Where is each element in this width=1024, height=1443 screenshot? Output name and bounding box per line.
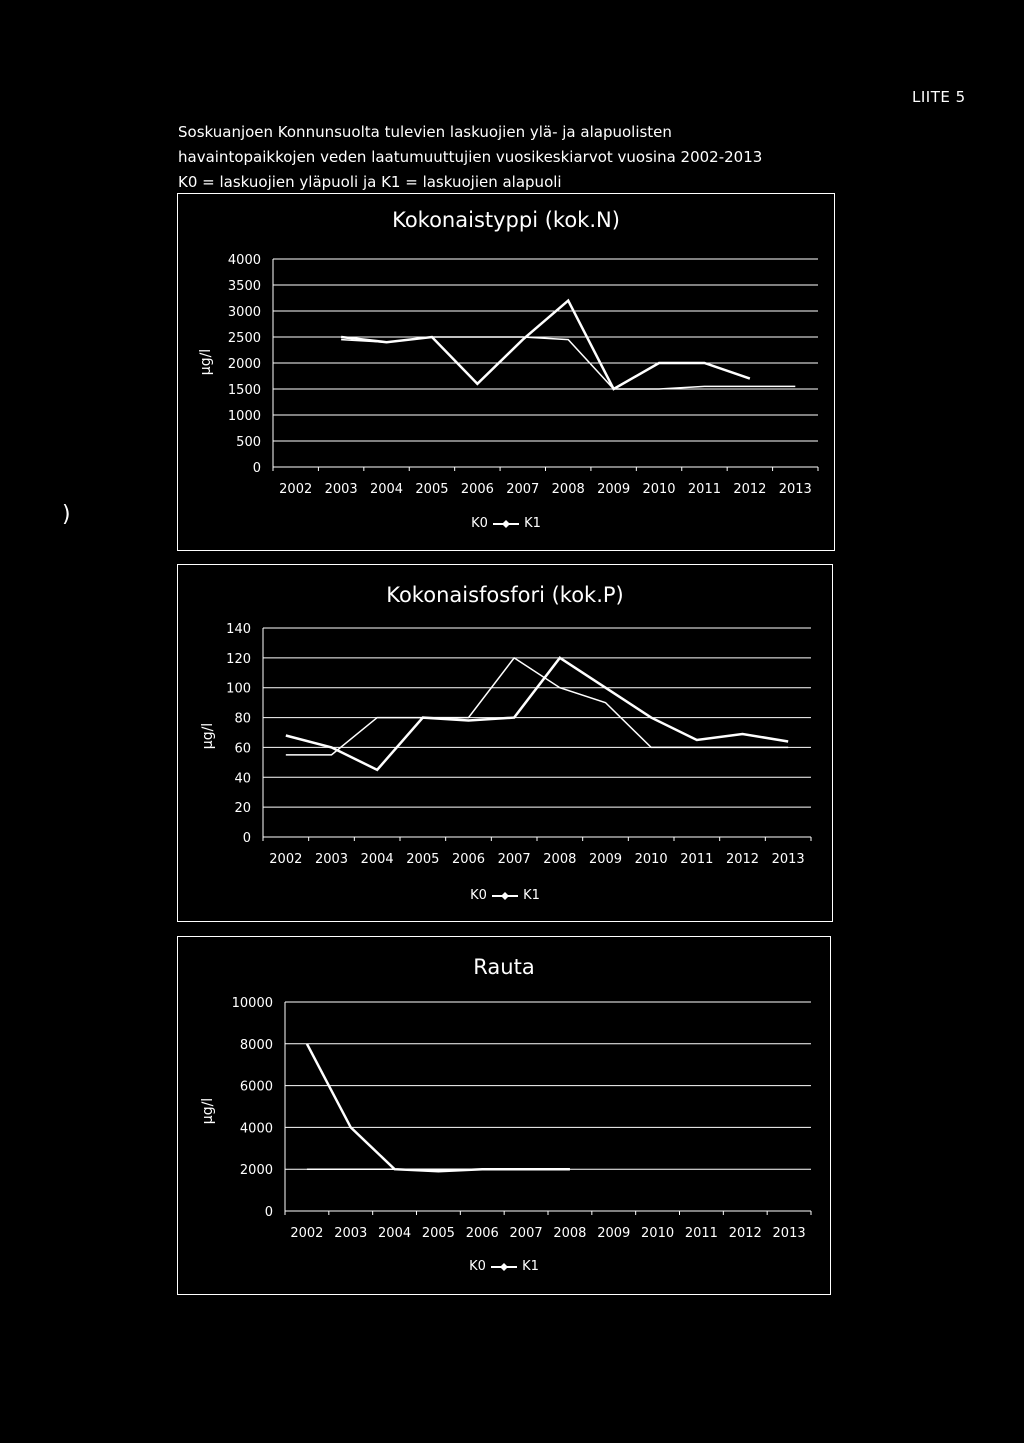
appendix-label: LIITE 5 — [912, 88, 966, 106]
series-line — [286, 658, 788, 755]
x-tick-label: 2013 — [772, 1226, 806, 1241]
y-tick-label: 3000 — [227, 305, 261, 320]
y-tick-label: 500 — [236, 435, 261, 450]
chart-iron — [178, 937, 830, 1294]
header-line-3: K0 = laskuojien yläpuoli ja K1 = laskuojien alapuoli — [178, 173, 562, 191]
x-tick-label: 2006 — [465, 1226, 499, 1241]
x-tick-label: 2010 — [641, 1226, 675, 1241]
legend-entry-k1: K1 — [522, 1259, 539, 1274]
y-tick-label: 120 — [226, 651, 251, 667]
series-k1 — [341, 301, 750, 389]
x-tick-label: 2013 — [778, 482, 812, 497]
y-tick-label: 0 — [264, 1205, 273, 1220]
legend — [178, 888, 832, 903]
y-tick-label: 60 — [234, 741, 251, 757]
x-tick-label: 2006 — [460, 482, 494, 497]
y-tick-label: 8000 — [239, 1037, 273, 1053]
y-tick-label: 2000 — [227, 357, 261, 372]
x-tick-label: 2004 — [369, 482, 404, 497]
x-tick-label: 2011 — [687, 482, 722, 497]
chart-title: Rauta — [473, 955, 535, 979]
x-tick-label: 2002 — [290, 1226, 324, 1241]
x-tick-label: 2003 — [314, 852, 349, 867]
y-axis-label: µg/l — [200, 1097, 216, 1125]
legend-entry-k1: K1 — [524, 516, 541, 531]
y-tick-label: 1000 — [227, 409, 261, 424]
x-tick-label: 2006 — [451, 852, 486, 867]
x-tick-label: 2012 — [733, 482, 767, 497]
x-tick-label: 2011 — [680, 852, 714, 867]
x-tick-label: 2007 — [506, 482, 540, 497]
chart-panel-nitrogen — [177, 193, 835, 551]
y-tick-label: 10000 — [231, 996, 273, 1011]
x-tick-label: 2004 — [378, 1226, 412, 1241]
legend — [178, 516, 834, 531]
y-tick-label: 4000 — [227, 253, 261, 268]
x-tick-label: 2004 — [360, 852, 394, 867]
y-tick-label: 3500 — [227, 279, 261, 294]
x-tick-label: 2007 — [509, 1226, 543, 1241]
x-tick-label: 2011 — [684, 1226, 718, 1241]
header-line-2: havaintopaikkojen veden laatumuuttujien vuosikeskiarvot vuosina 2002-2013 — [178, 148, 763, 166]
y-tick-label: 20 — [234, 801, 251, 817]
x-tick-label: 2003 — [334, 1226, 368, 1241]
y-tick-label: 0 — [252, 461, 261, 476]
series-k1 — [286, 658, 788, 770]
legend-entry-k1: K1 — [523, 888, 540, 903]
chart-title: Kokonaisfosfori (kok.P) — [386, 583, 624, 607]
series-line — [341, 301, 750, 389]
x-tick-label: 2008 — [553, 1226, 587, 1241]
x-tick-label: 2012 — [728, 1226, 762, 1241]
series-line — [307, 1044, 570, 1171]
y-tick-label: 100 — [226, 681, 251, 697]
series-line — [286, 658, 788, 770]
y-tick-label: 140 — [226, 622, 251, 637]
y-tick-label: 1500 — [227, 383, 261, 398]
x-tick-label: 2013 — [771, 852, 805, 867]
legend-line-marker-icon — [492, 519, 520, 529]
y-tick-label: 80 — [234, 711, 251, 727]
legend-entry-k0: K0 — [469, 1259, 486, 1274]
x-tick-label: 2005 — [406, 852, 440, 867]
x-tick-label: 2009 — [597, 482, 631, 497]
chart-nitrogen — [178, 194, 834, 550]
chart-panel-iron — [177, 936, 831, 1295]
legend-entry-k0: K0 — [470, 888, 487, 903]
y-axis-label: µg/l — [198, 348, 214, 376]
x-tick-label: 2010 — [634, 852, 668, 867]
x-tick-label: 2009 — [597, 1226, 631, 1241]
series-k1 — [307, 1044, 570, 1171]
legend-line-marker-icon — [491, 891, 519, 901]
series-k0 — [286, 658, 788, 755]
x-tick-label: 2009 — [588, 852, 623, 867]
y-tick-label: 6000 — [239, 1079, 273, 1095]
legend — [178, 1259, 830, 1274]
y-tick-label: 2500 — [227, 331, 261, 346]
x-tick-label: 2007 — [497, 852, 531, 867]
y-tick-label: 2000 — [239, 1163, 273, 1179]
y-tick-label: 4000 — [239, 1121, 273, 1137]
y-tick-label: 0 — [242, 831, 251, 846]
x-tick-label: 2003 — [324, 482, 358, 497]
x-tick-label: 2008 — [551, 482, 585, 497]
x-tick-label: 2010 — [642, 482, 676, 497]
x-tick-label: 2005 — [415, 482, 449, 497]
y-axis-label: µg/l — [200, 722, 216, 750]
x-tick-label: 2005 — [421, 1226, 455, 1241]
legend-entry-k0: K0 — [471, 516, 488, 531]
chart-panel-phosphorus — [177, 564, 833, 922]
x-tick-label: 2008 — [543, 852, 577, 867]
x-tick-label: 2002 — [279, 482, 313, 497]
x-tick-label: 2012 — [725, 852, 760, 867]
y-tick-label: 40 — [234, 771, 251, 787]
chart-phosphorus — [178, 565, 832, 921]
chart-title: Kokonaistyppi (kok.N) — [392, 208, 620, 232]
header-line-1: Soskuanjoen Konnunsuolta tulevien laskuojien ylä- ja alapuolisten — [178, 123, 672, 141]
legend-line-marker-icon — [490, 1262, 518, 1272]
x-tick-label: 2002 — [269, 852, 303, 867]
margin-mark: ) — [62, 502, 71, 527]
